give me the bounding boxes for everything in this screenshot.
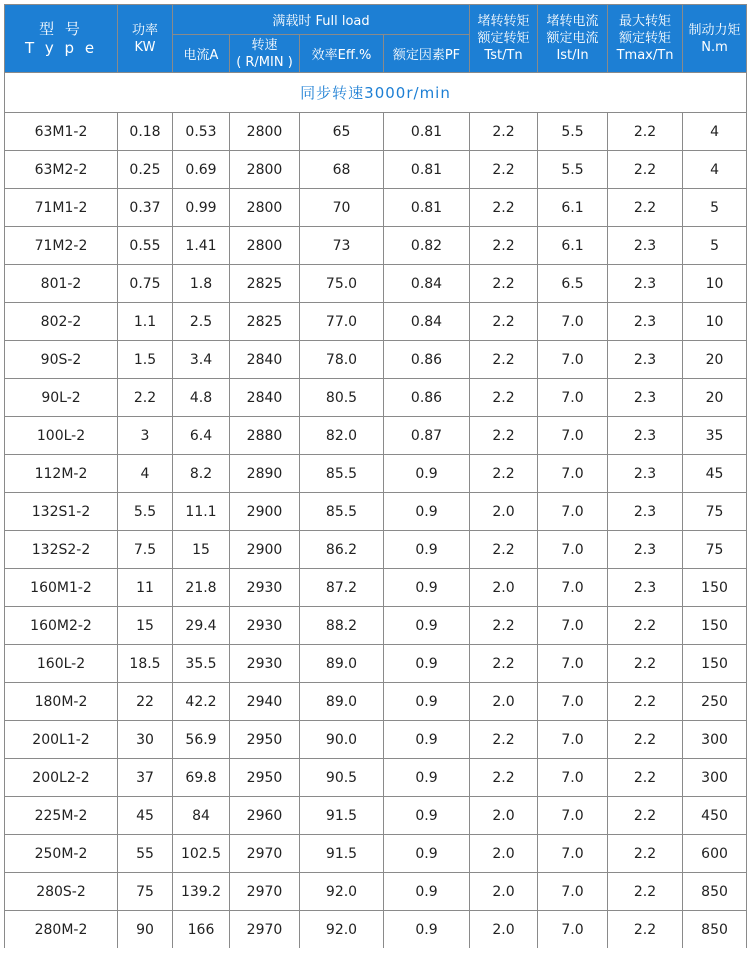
header-power-cn: 功率 [131,22,158,38]
cell-tmax: 2.2 [608,683,683,721]
cell-efficiency: 89.0 [300,645,384,683]
cell-tmax: 2.3 [608,379,683,417]
cell-efficiency: 65 [300,113,384,151]
cell-efficiency: 91.5 [300,835,384,873]
cell-power: 75 [118,873,173,911]
cell-efficiency: 90.0 [300,721,384,759]
cell-model: 160L-2 [5,645,118,683]
cell-brake: 75 [683,531,747,569]
header-full-load: 满载时 Full load [173,5,470,35]
cell-tst: 2.2 [470,341,538,379]
cell-power: 0.18 [118,113,173,151]
cell-tst: 2.0 [470,493,538,531]
cell-power: 0.37 [118,189,173,227]
header-ist-line2: 额定电流 [546,31,599,46]
cell-pf: 0.86 [384,379,470,417]
cell-brake: 4 [683,113,747,151]
header-efficiency: 效率Eff.% [300,35,384,73]
cell-tmax: 2.2 [608,113,683,151]
cell-current: 15 [173,531,230,569]
header-ist [538,5,608,73]
cell-tmax: 2.3 [608,417,683,455]
cell-power: 55 [118,835,173,873]
cell-model: 280S-2 [5,873,118,911]
cell-speed: 2970 [230,911,300,949]
cell-model: 71M1-2 [5,189,118,227]
cell-ist: 5.5 [538,151,608,189]
cell-speed: 2970 [230,835,300,873]
cell-model: 63M1-2 [5,113,118,151]
cell-pf: 0.9 [384,645,470,683]
cell-efficiency: 68 [300,151,384,189]
cell-current: 1.8 [173,265,230,303]
cell-current: 42.2 [173,683,230,721]
cell-power: 18.5 [118,645,173,683]
cell-model: 160M1-2 [5,569,118,607]
header-ist-line1: 堵转电流 [546,14,599,29]
cell-efficiency: 75.0 [300,265,384,303]
cell-pf: 0.82 [384,227,470,265]
cell-tst: 2.2 [470,721,538,759]
cell-ist: 7.0 [538,797,608,835]
cell-model: 225M-2 [5,797,118,835]
cell-power: 30 [118,721,173,759]
cell-speed: 2960 [230,797,300,835]
cell-brake: 300 [683,721,747,759]
cell-power: 0.75 [118,265,173,303]
cell-current: 69.8 [173,759,230,797]
table-row [5,227,747,265]
header-current: 电流A [173,35,230,73]
cell-pf: 0.9 [384,683,470,721]
cell-speed: 2825 [230,303,300,341]
cell-speed: 2970 [230,873,300,911]
cell-speed: 2890 [230,455,300,493]
cell-efficiency: 82.0 [300,417,384,455]
cell-current: 0.53 [173,113,230,151]
cell-ist: 7.0 [538,417,608,455]
header-model-cn: 型 号 [39,19,83,38]
cell-pf: 0.9 [384,607,470,645]
cell-efficiency: 73 [300,227,384,265]
cell-current: 56.9 [173,721,230,759]
cell-pf: 0.9 [384,911,470,949]
header-speed-unit: ( R/MIN ) [236,54,293,70]
cell-efficiency: 70 [300,189,384,227]
table-row [5,493,747,531]
cell-tmax: 2.3 [608,455,683,493]
cell-power: 1.1 [118,303,173,341]
cell-pf: 0.87 [384,417,470,455]
cell-ist: 6.5 [538,265,608,303]
cell-model: 280M-2 [5,911,118,949]
cell-tmax: 2.2 [608,759,683,797]
cell-tmax: 2.2 [608,873,683,911]
cell-brake: 20 [683,379,747,417]
cell-ist: 7.0 [538,759,608,797]
cell-pf: 0.9 [384,873,470,911]
table-row [5,455,747,493]
cell-efficiency: 92.0 [300,911,384,949]
cell-current: 2.5 [173,303,230,341]
section-row [5,73,747,113]
cell-speed: 2950 [230,721,300,759]
cell-tmax: 2.2 [608,607,683,645]
cell-pf: 0.9 [384,531,470,569]
cell-model: 160M2-2 [5,607,118,645]
cell-speed: 2930 [230,607,300,645]
cell-efficiency: 90.5 [300,759,384,797]
cell-speed: 2940 [230,683,300,721]
cell-brake: 10 [683,265,747,303]
cell-current: 35.5 [173,645,230,683]
cell-model: 180M-2 [5,683,118,721]
cell-model: 100L-2 [5,417,118,455]
cell-tst: 2.0 [470,873,538,911]
cell-brake: 10 [683,303,747,341]
cell-efficiency: 89.0 [300,683,384,721]
cell-power: 15 [118,607,173,645]
cell-brake: 850 [683,873,747,911]
cell-tst: 2.2 [470,227,538,265]
cell-pf: 0.9 [384,759,470,797]
cell-brake: 35 [683,417,747,455]
cell-brake: 75 [683,493,747,531]
cell-tmax: 2.3 [608,303,683,341]
cell-ist: 7.0 [538,493,608,531]
table-row [5,379,747,417]
cell-pf: 0.9 [384,721,470,759]
cell-tmax: 2.3 [608,341,683,379]
cell-pf: 0.81 [384,151,470,189]
header-power-unit: KW [134,39,156,55]
cell-tmax: 2.2 [608,189,683,227]
cell-current: 11.1 [173,493,230,531]
cell-power: 37 [118,759,173,797]
motor-spec-table [4,4,747,948]
cell-brake: 20 [683,341,747,379]
cell-current: 3.4 [173,341,230,379]
cell-tst: 2.2 [470,151,538,189]
cell-ist: 7.0 [538,531,608,569]
table-row [5,607,747,645]
cell-power: 0.55 [118,227,173,265]
cell-tmax: 2.3 [608,493,683,531]
cell-pf: 0.86 [384,341,470,379]
cell-tmax: 2.3 [608,265,683,303]
cell-current: 6.4 [173,417,230,455]
table-row [5,265,747,303]
cell-ist: 7.0 [538,911,608,949]
cell-speed: 2950 [230,759,300,797]
cell-model: 63M2-2 [5,151,118,189]
cell-tst: 2.0 [470,911,538,949]
header-power [118,5,173,73]
cell-brake: 600 [683,835,747,873]
cell-efficiency: 85.5 [300,455,384,493]
cell-tst: 2.2 [470,379,538,417]
cell-speed: 2880 [230,417,300,455]
cell-brake: 850 [683,911,747,949]
cell-current: 102.5 [173,835,230,873]
cell-tmax: 2.2 [608,911,683,949]
cell-power: 1.5 [118,341,173,379]
cell-power: 5.5 [118,493,173,531]
cell-speed: 2800 [230,189,300,227]
cell-model: 250M-2 [5,835,118,873]
cell-power: 4 [118,455,173,493]
cell-speed: 2800 [230,227,300,265]
cell-ist: 6.1 [538,189,608,227]
header-pf: 额定因素PF [384,35,470,73]
table-row [5,683,747,721]
cell-model: 132S2-2 [5,531,118,569]
cell-brake: 150 [683,645,747,683]
cell-speed: 2900 [230,531,300,569]
section-title: 同步转速3000r/min [5,73,747,113]
cell-tst: 2.2 [470,189,538,227]
cell-tst: 2.2 [470,455,538,493]
cell-tst: 2.2 [470,417,538,455]
cell-tmax: 2.2 [608,645,683,683]
header-tmax [608,5,683,73]
cell-model: 801-2 [5,265,118,303]
cell-tst: 2.2 [470,759,538,797]
table-row [5,531,747,569]
cell-tst: 2.2 [470,645,538,683]
cell-efficiency: 88.2 [300,607,384,645]
cell-efficiency: 80.5 [300,379,384,417]
cell-ist: 7.0 [538,341,608,379]
cell-ist: 7.0 [538,721,608,759]
cell-model: 90L-2 [5,379,118,417]
table-row [5,113,747,151]
cell-ist: 7.0 [538,835,608,873]
header-model [5,5,118,73]
cell-pf: 0.9 [384,493,470,531]
cell-ist: 7.0 [538,379,608,417]
cell-brake: 5 [683,189,747,227]
table-row [5,417,747,455]
cell-power: 7.5 [118,531,173,569]
cell-ist: 7.0 [538,607,608,645]
cell-efficiency: 92.0 [300,873,384,911]
cell-power: 22 [118,683,173,721]
cell-brake: 5 [683,227,747,265]
cell-brake: 450 [683,797,747,835]
cell-ist: 7.0 [538,569,608,607]
cell-speed: 2825 [230,265,300,303]
cell-efficiency: 85.5 [300,493,384,531]
cell-pf: 0.9 [384,455,470,493]
cell-ist: 5.5 [538,113,608,151]
cell-pf: 0.9 [384,835,470,873]
cell-tmax: 2.3 [608,569,683,607]
header-speed [230,35,300,73]
cell-tst: 2.2 [470,607,538,645]
header-tmax-line2: 额定转矩 [619,31,672,46]
cell-tst: 2.2 [470,113,538,151]
cell-brake: 300 [683,759,747,797]
cell-power: 11 [118,569,173,607]
cell-current: 1.41 [173,227,230,265]
cell-speed: 2900 [230,493,300,531]
table-row [5,835,747,873]
table-header [5,5,747,73]
cell-model: 802-2 [5,303,118,341]
cell-tst: 2.0 [470,569,538,607]
cell-current: 0.69 [173,151,230,189]
cell-ist: 7.0 [538,645,608,683]
cell-tst: 2.2 [470,265,538,303]
cell-brake: 45 [683,455,747,493]
cell-power: 45 [118,797,173,835]
cell-speed: 2800 [230,151,300,189]
cell-ist: 7.0 [538,683,608,721]
table-row [5,151,747,189]
table-row [5,569,747,607]
header-ist-line3: Ist/In [556,48,589,63]
header-speed-cn: 转速 [251,37,278,53]
table-row [5,911,747,949]
cell-model: 90S-2 [5,341,118,379]
cell-model: 200L1-2 [5,721,118,759]
cell-current: 139.2 [173,873,230,911]
table-row [5,645,747,683]
cell-power: 0.25 [118,151,173,189]
cell-current: 8.2 [173,455,230,493]
cell-tmax: 2.2 [608,721,683,759]
cell-current: 21.8 [173,569,230,607]
table-row [5,189,747,227]
cell-efficiency: 87.2 [300,569,384,607]
cell-efficiency: 91.5 [300,797,384,835]
header-brake-unit: N.m [701,39,728,55]
cell-speed: 2840 [230,341,300,379]
cell-ist: 7.0 [538,303,608,341]
cell-pf: 0.84 [384,265,470,303]
cell-tmax: 2.2 [608,835,683,873]
cell-pf: 0.9 [384,797,470,835]
table-row [5,721,747,759]
cell-efficiency: 78.0 [300,341,384,379]
cell-pf: 0.84 [384,303,470,341]
cell-efficiency: 77.0 [300,303,384,341]
table-row [5,341,747,379]
cell-model: 71M2-2 [5,227,118,265]
cell-speed: 2840 [230,379,300,417]
table-row [5,797,747,835]
cell-current: 166 [173,911,230,949]
header-brake-cn: 制动力矩 [688,22,741,38]
table-row [5,759,747,797]
header-tst [470,5,538,73]
cell-brake: 150 [683,569,747,607]
header-tst-line1: 堵转转矩 [477,14,530,29]
table-body [5,113,747,949]
cell-speed: 2800 [230,113,300,151]
cell-tst: 2.2 [470,531,538,569]
header-tst-line3: Tst/Tn [484,48,523,63]
cell-tst: 2.2 [470,303,538,341]
header-tst-line2: 额定转矩 [477,31,530,46]
header-brake [683,5,747,73]
cell-speed: 2930 [230,569,300,607]
cell-ist: 7.0 [538,873,608,911]
cell-power: 2.2 [118,379,173,417]
cell-tmax: 2.2 [608,797,683,835]
cell-model: 112M-2 [5,455,118,493]
cell-tmax: 2.3 [608,227,683,265]
cell-tmax: 2.3 [608,531,683,569]
cell-pf: 0.81 [384,113,470,151]
cell-power: 90 [118,911,173,949]
header-tmax-line1: 最大转矩 [619,14,672,29]
cell-current: 84 [173,797,230,835]
table-row [5,303,747,341]
cell-power: 3 [118,417,173,455]
cell-ist: 7.0 [538,455,608,493]
cell-tst: 2.0 [470,835,538,873]
cell-ist: 6.1 [538,227,608,265]
cell-brake: 150 [683,607,747,645]
cell-current: 0.99 [173,189,230,227]
cell-current: 29.4 [173,607,230,645]
header-model-en: T y p e [24,38,98,57]
cell-brake: 4 [683,151,747,189]
table-row [5,873,747,911]
cell-tst: 2.0 [470,797,538,835]
cell-pf: 0.81 [384,189,470,227]
cell-speed: 2930 [230,645,300,683]
cell-model: 200L2-2 [5,759,118,797]
cell-model: 132S1-2 [5,493,118,531]
cell-tmax: 2.2 [608,151,683,189]
cell-brake: 250 [683,683,747,721]
cell-pf: 0.9 [384,569,470,607]
cell-efficiency: 86.2 [300,531,384,569]
header-tmax-line3: Tmax/Tn [616,48,674,63]
cell-tst: 2.0 [470,683,538,721]
cell-current: 4.8 [173,379,230,417]
